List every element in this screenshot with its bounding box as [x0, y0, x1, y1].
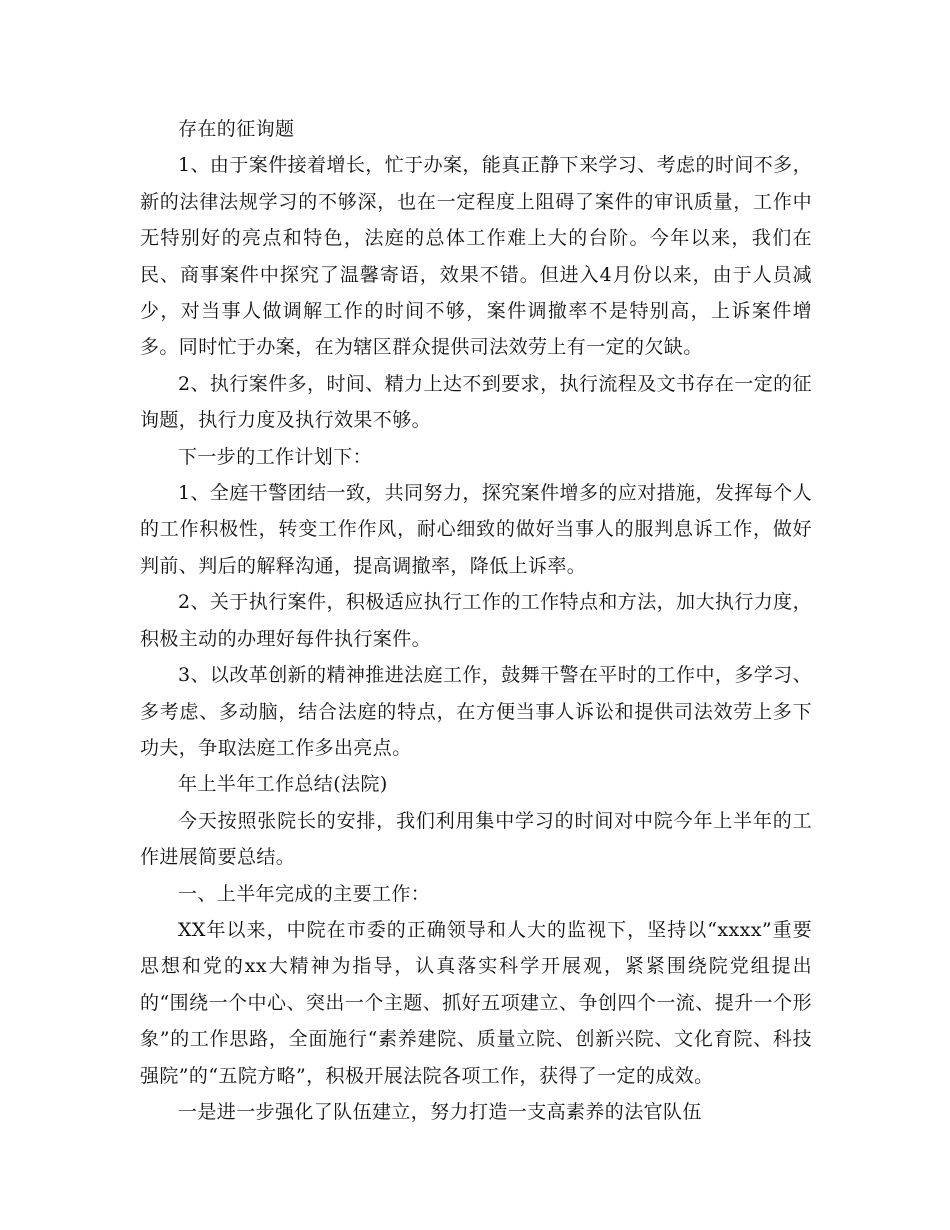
- document-body: [140, 111, 812, 1130]
- heading-half-year-summary: 年上半年工作总结(法院): [178, 773, 388, 796]
- heading-next-plan: 下一步的工作计划下：: [178, 445, 373, 468]
- heading-existing-problems: 存在的征询题: [178, 118, 295, 140]
- paragraph-intro: 今天按照张院长的安排，我们利用集中学习的时间对中院今年上半年的工作进展简要总结。: [140, 809, 812, 869]
- paragraph-main-work: XX年以来，中院在市委的正确领导和人大的监视下，坚持以“xxxx”重要思想和党的xx大精神为指导，认真落实科学开展观，紧紧围绕院党组提出的“围绕一个中心、突出一个主题、抓好五项建立、争创四个一流、提升一个形象”的工作思路，全面施行“素养建院、质量立院、创新兴院、文化育院、科技强院”的“五院方略”，积极开展法院各项工作，获得了一定的成效。: [140, 918, 812, 1087]
- paragraph-plan-2: 2、关于执行案件，积极适应执行工作的工作特点和方法，加大执行力度，积极主动的办理好每件执行案件。: [140, 591, 812, 650]
- heading-main-work: 一、上半年完成的主要工作：: [178, 882, 431, 905]
- paragraph-problem-2: 2、执行案件多，时间、精力上达不到要求，执行流程及文书存在一定的征询题，执行力度及执行效果不够。: [140, 372, 812, 432]
- paragraph-team-building: 一是进一步强化了队伍建立，努力打造一支高素养的法官队伍: [178, 1100, 702, 1123]
- paragraph-plan-3: 3、以改革创新的精神推进法庭工作，鼓舞干警在平时的工作中，多学习、多考虑、多动脑，结合法庭的特点，在方便当事人诉讼和提供司法效劳上多下功夫，争取法庭工作多出亮点。: [140, 664, 812, 759]
- paragraph-problem-1: 1、由于案件接着增长，忙于办案，能真正静下来学习、考虑的时间不多，新的法律法规学习的不够深，也在一定程度上阻碍了案件的审讯质量，工作中无特别好的亮点和特色，法庭的总体工作难上大的台阶。今年以来，我们在民、商事案件中探究了温馨寄语，效果不错。但进入4月份以来，由于人员减少，对当事人做调解工作的时间不够，案件调撤率不是特别高，上诉案件增多。同时忙于办案，在为辖区群众提供司法效劳上有一定的欠缺。: [140, 154, 812, 359]
- paragraph-plan-1: 1、全庭干警团结一致，共同努力，探究案件增多的应对措施，发挥每个人的工作积极性，转变工作作风，耐心细致的做好当事人的服判息诉工作，做好判前、判后的解释沟通，提高调撤率，降低上诉率。: [140, 482, 812, 577]
